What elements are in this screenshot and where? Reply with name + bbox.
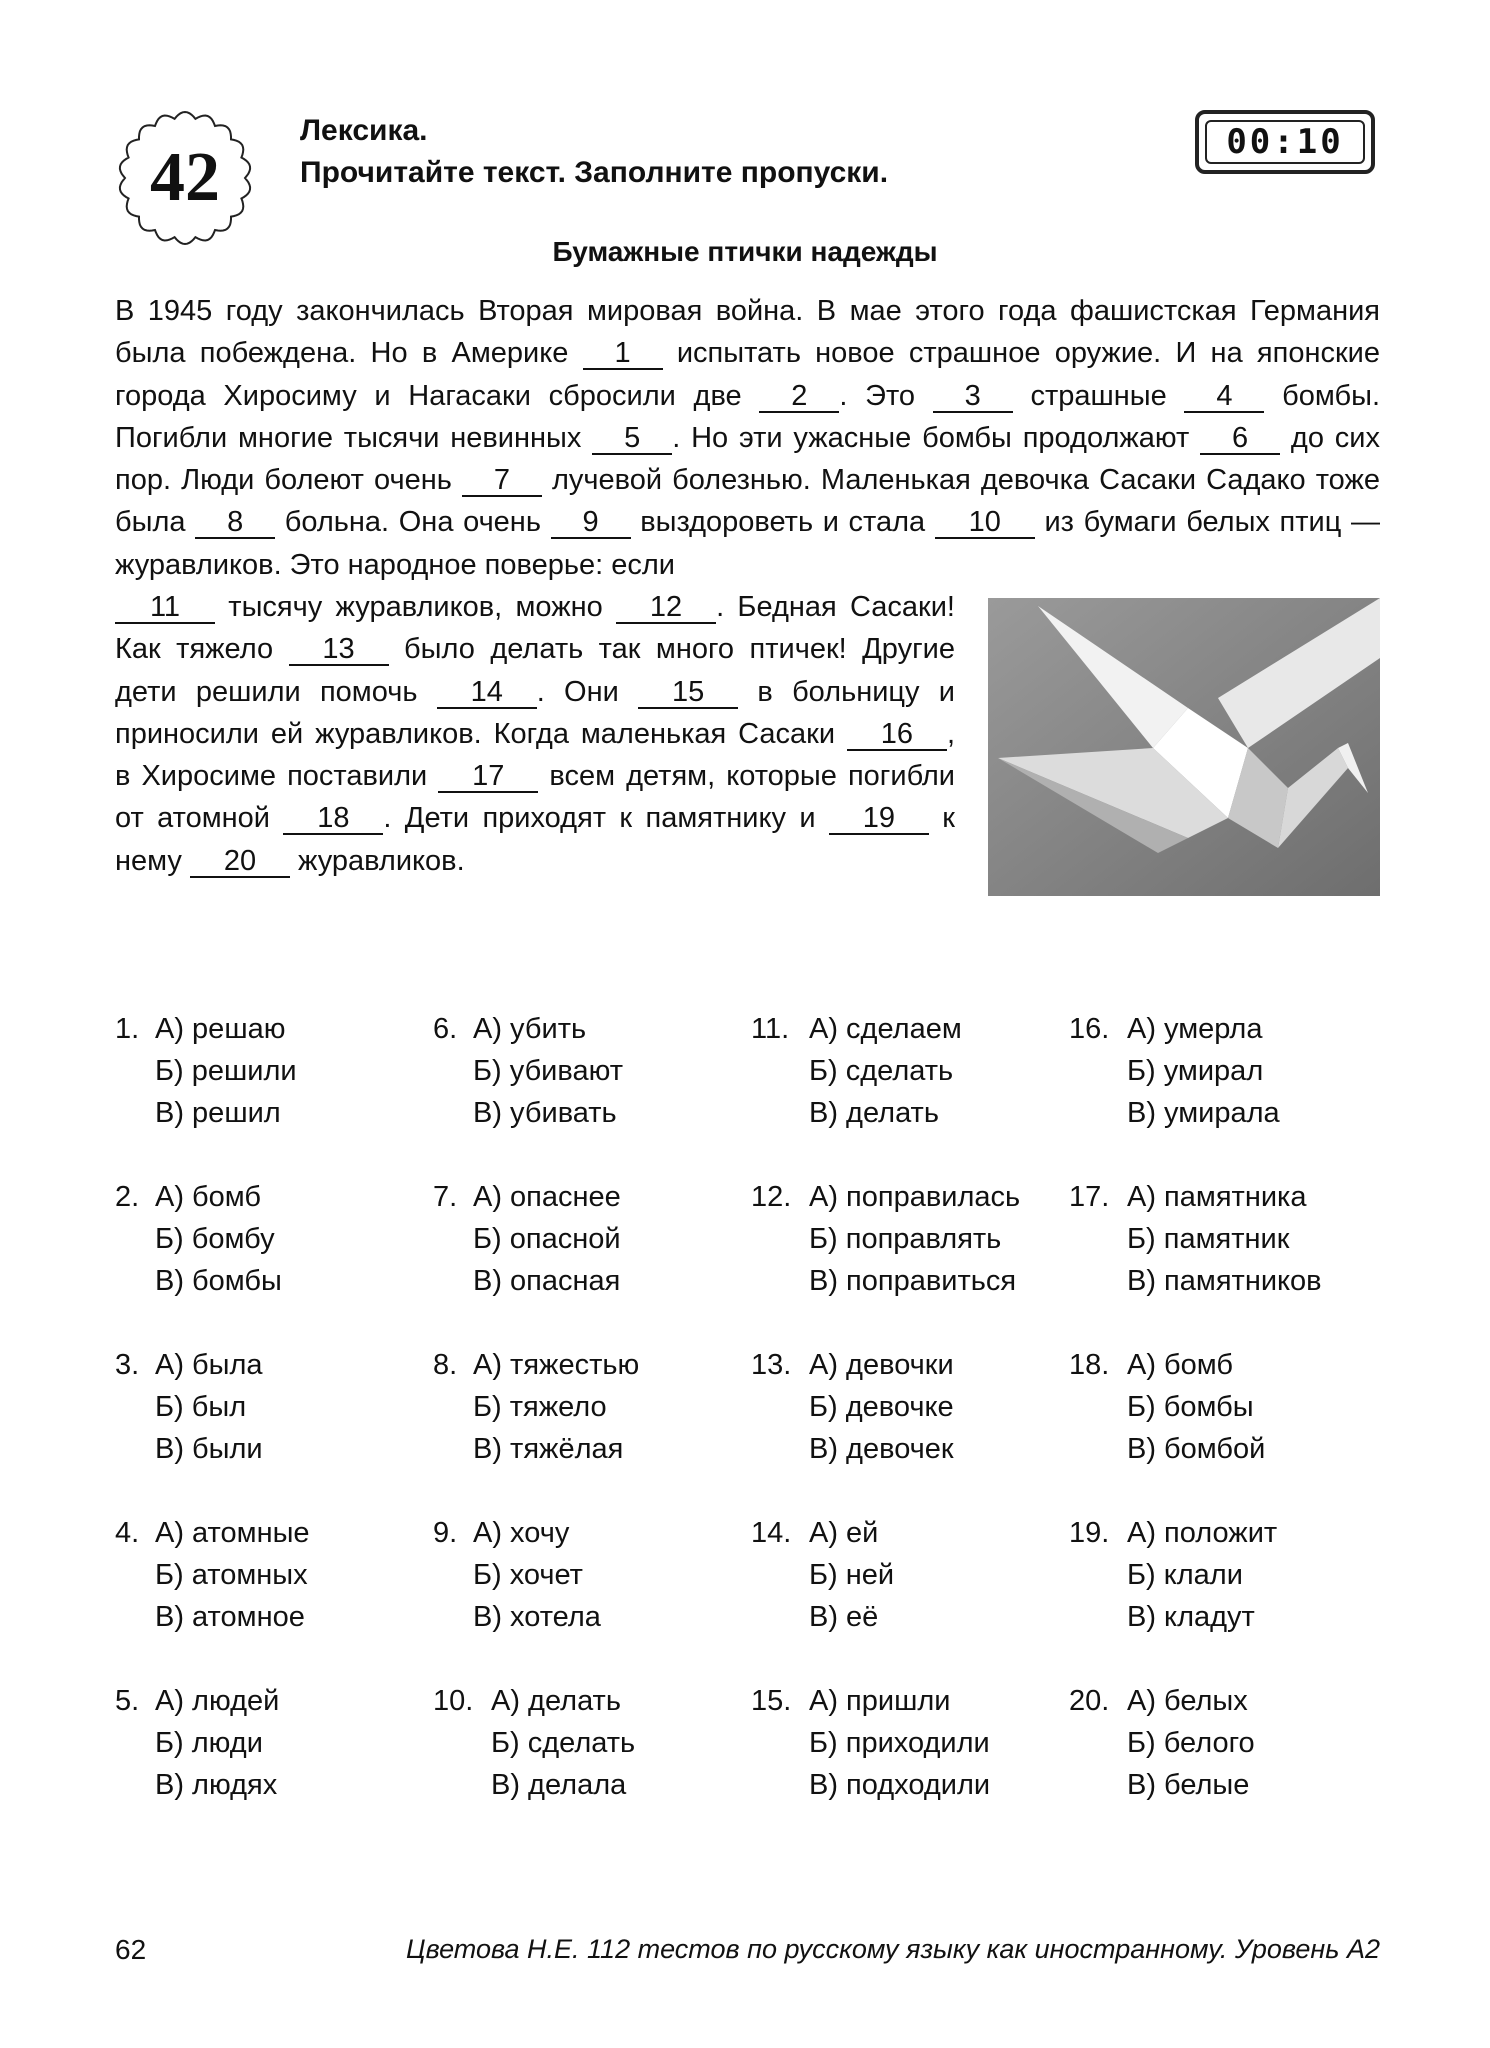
question-number: 14.	[751, 1517, 792, 1549]
answer-options	[115, 1008, 1415, 1848]
answer-option[interactable]: В) тяжёлая	[473, 1433, 624, 1465]
answer-option[interactable]: Б) люди	[155, 1727, 263, 1759]
gap-5[interactable]: 5	[592, 423, 672, 455]
question-number: 20.	[1069, 1685, 1110, 1717]
answer-option[interactable]: А) умерла	[1127, 1013, 1263, 1045]
answer-option[interactable]: В) девочек	[809, 1433, 954, 1465]
answer-option[interactable]: А) девочки	[809, 1349, 954, 1381]
story-text: . Они	[536, 675, 639, 708]
gap-15[interactable]: 15	[638, 677, 738, 709]
story-title: Бумажные птички надежды	[552, 236, 938, 267]
story-paragraph	[115, 290, 1380, 586]
task-number: 42	[150, 139, 220, 216]
gap-6[interactable]: 6	[1200, 423, 1280, 455]
answer-option[interactable]: В) её	[809, 1601, 879, 1633]
answer-option[interactable]: Б) ней	[809, 1559, 895, 1591]
answer-option[interactable]: Б) сделать	[491, 1727, 636, 1759]
story-text: страшные	[1012, 379, 1185, 412]
story-text: лучевой болезнью. Маленькая девочка Сасаки Садако тоже была	[115, 464, 1380, 539]
answer-option[interactable]: Б) хочет	[473, 1559, 583, 1591]
answer-option[interactable]: Б) бомбу	[155, 1223, 275, 1255]
question-number: 16.	[1069, 1013, 1110, 1045]
answer-option[interactable]: В) атомное	[155, 1601, 305, 1633]
story-paragraph-continued	[115, 586, 955, 882]
answer-option[interactable]: В) решил	[155, 1097, 281, 1129]
story-text: бомбы. Погибли многие тысячи невинных	[115, 379, 1380, 454]
answer-option[interactable]: Б) опасной	[473, 1223, 621, 1255]
answer-option[interactable]: А) бомб	[155, 1181, 262, 1213]
answer-option[interactable]: А) пришли	[809, 1685, 951, 1717]
story-text: , в Хиросиме поставили	[115, 717, 955, 793]
question-number: 6.	[433, 1013, 458, 1045]
options-row	[115, 1176, 1415, 1344]
answer-option[interactable]: В) людях	[155, 1769, 278, 1801]
answer-option[interactable]: А) атомные	[155, 1517, 310, 1549]
answer-option[interactable]: В) умирала	[1127, 1097, 1280, 1129]
answer-option[interactable]: А) памятника	[1127, 1181, 1307, 1213]
story-text: в больницу и приносили ей журавликов. Когда маленькая Сасаки	[115, 675, 955, 750]
story-text: до сих пор. Люди болеют очень	[115, 421, 1380, 497]
story-text: из бумаги белых птиц — журавликов. Это народное поверье: если	[115, 506, 1380, 581]
story-text: В 1945 году закончилась Вторая мировая война. В мае этого года фашистская Германия была побеждена. Но в Америке	[115, 295, 1380, 370]
answer-option[interactable]: А) сделаем	[809, 1013, 962, 1045]
story-text: тысячу журавликов, можно	[215, 591, 617, 623]
question-number: 7.	[433, 1181, 458, 1213]
gap-3[interactable]: 3	[933, 381, 1013, 413]
answer-option[interactable]: А) ей	[809, 1517, 879, 1549]
task-number-badge	[115, 108, 255, 248]
question-number: 15.	[751, 1685, 792, 1717]
story-text: всем детям, которые погибли от атомной	[115, 760, 955, 835]
gap-18[interactable]: 18	[283, 803, 383, 835]
timer-badge	[1195, 110, 1375, 174]
section-title: Лексика.	[300, 114, 428, 147]
answer-option[interactable]: А) поправилась	[809, 1181, 1021, 1213]
story-text: . Это	[839, 379, 933, 412]
question-number: 19.	[1069, 1517, 1110, 1549]
gap-1[interactable]: 1	[583, 338, 663, 370]
story-text: . Дети приходят к памятнику и	[383, 802, 829, 835]
answer-option[interactable]: Б) белого	[1127, 1727, 1255, 1759]
answer-option[interactable]: В) поправиться	[809, 1265, 1017, 1297]
answer-option[interactable]: Б) приходили	[809, 1727, 990, 1759]
gap-19[interactable]: 19	[829, 803, 929, 835]
gap-7[interactable]: 7	[462, 465, 542, 497]
answer-option[interactable]: В) подходили	[809, 1769, 991, 1801]
story-text: журавликов.	[289, 844, 465, 877]
question-number: 5.	[115, 1685, 140, 1717]
paper-crane-image	[988, 598, 1380, 896]
question-number: 1.	[115, 1013, 140, 1045]
gap-20[interactable]: 20	[190, 846, 290, 878]
answer-option[interactable]: Б) был	[155, 1391, 247, 1423]
story-text: выздороветь и стала	[630, 506, 935, 539]
answer-option[interactable]: Б) бомбы	[1127, 1391, 1254, 1423]
answer-option[interactable]: А) убить	[473, 1013, 587, 1045]
question-number: 10.	[433, 1685, 474, 1717]
story-text: к нему	[115, 802, 955, 877]
question-number: 18.	[1069, 1349, 1110, 1381]
answer-option[interactable]: Б) сделать	[809, 1055, 954, 1087]
answer-option[interactable]: Б) памятник	[1127, 1223, 1290, 1255]
question-number: 4.	[115, 1517, 140, 1549]
answer-option[interactable]: Б) убивают	[473, 1055, 623, 1087]
story-text: было делать так много птичек! Другие дети решили помочь	[115, 633, 955, 708]
question-number: 13.	[751, 1349, 792, 1381]
answer-option[interactable]: А) опаснее	[473, 1181, 621, 1213]
gap-12[interactable]: 12	[616, 592, 716, 624]
options-row	[115, 1344, 1415, 1512]
gap-9[interactable]: 9	[551, 507, 631, 539]
answer-option[interactable]: В) делать	[809, 1097, 939, 1129]
story-text: . Но эти ужасные бомбы продолжают	[672, 421, 1201, 454]
answer-option[interactable]: В) белые	[1127, 1769, 1250, 1801]
question-number: 2.	[115, 1181, 140, 1213]
answer-option[interactable]: А) людей	[155, 1685, 280, 1717]
question-number: 3.	[115, 1349, 140, 1381]
gap-2[interactable]: 2	[759, 381, 839, 413]
question-number: 12.	[751, 1181, 792, 1213]
answer-option[interactable]: А) положит	[1127, 1517, 1278, 1549]
answer-option[interactable]: А) тяжестью	[473, 1349, 640, 1381]
gap-17[interactable]: 17	[438, 761, 538, 793]
answer-option[interactable]: Б) умирал	[1127, 1055, 1264, 1087]
answer-option[interactable]: В) опасная	[473, 1265, 621, 1297]
question-number: 9.	[433, 1517, 458, 1549]
answer-option[interactable]: В) бомбой	[1127, 1433, 1266, 1465]
gap-4[interactable]: 4	[1184, 381, 1264, 413]
answer-option[interactable]: Б) тяжело	[473, 1391, 607, 1423]
gap-14[interactable]: 14	[437, 677, 537, 709]
options-row	[115, 1008, 1415, 1176]
story-text: . Бедная Сасаки! Как тяжело	[115, 591, 955, 666]
task-header	[300, 110, 888, 194]
answer-option[interactable]: В) бомбы	[155, 1265, 282, 1297]
answer-option[interactable]: Б) решили	[155, 1055, 297, 1087]
answer-option[interactable]: А) хочу	[473, 1517, 570, 1549]
options-row	[115, 1512, 1415, 1680]
answer-option[interactable]: А) бомб	[1127, 1349, 1234, 1381]
story-text: испытать новое страшное оружие. И на японские города Хиросиму и Нагасаки сбросили две	[115, 337, 1380, 412]
answer-option[interactable]: В) были	[155, 1433, 263, 1465]
options-row	[115, 1680, 1415, 1848]
question-number: 8.	[433, 1349, 458, 1381]
answer-option[interactable]: В) кладут	[1127, 1601, 1255, 1633]
gap-10[interactable]: 10	[935, 507, 1035, 539]
answer-option[interactable]: Б) девочке	[809, 1391, 954, 1423]
answer-option[interactable]: А) была	[155, 1349, 263, 1381]
answer-option[interactable]: В) памятников	[1127, 1265, 1322, 1297]
gap-16[interactable]: 16	[847, 719, 947, 751]
answer-option[interactable]: В) хотела	[473, 1601, 601, 1633]
question-number: 11.	[751, 1013, 790, 1045]
answer-option[interactable]: А) решаю	[155, 1013, 286, 1045]
page-number: 62	[115, 1934, 147, 1965]
answer-option[interactable]: Б) клали	[1127, 1559, 1243, 1591]
instruction: Прочитайте текст. Заполните пропуски.	[300, 156, 889, 189]
gap-13[interactable]: 13	[289, 634, 389, 666]
gap-11[interactable]: 11	[115, 592, 215, 624]
answer-option[interactable]: А) белых	[1127, 1685, 1248, 1717]
answer-option[interactable]: Б) атомных	[155, 1559, 308, 1591]
story-text: больна. Она очень	[275, 506, 551, 539]
answer-option[interactable]: Б) поправлять	[809, 1223, 1002, 1255]
book-citation: Цветова Н.Е. 112 тестов по русскому языку как иностранному. Уровень А2	[405, 1934, 1380, 1964]
timer-value: 00:10	[1205, 120, 1365, 164]
answer-option[interactable]: А) делать	[491, 1685, 621, 1717]
answer-option[interactable]: В) убивать	[473, 1097, 617, 1129]
answer-option[interactable]: В) делала	[491, 1769, 627, 1801]
question-number: 17.	[1069, 1181, 1110, 1213]
gap-8[interactable]: 8	[195, 507, 275, 539]
